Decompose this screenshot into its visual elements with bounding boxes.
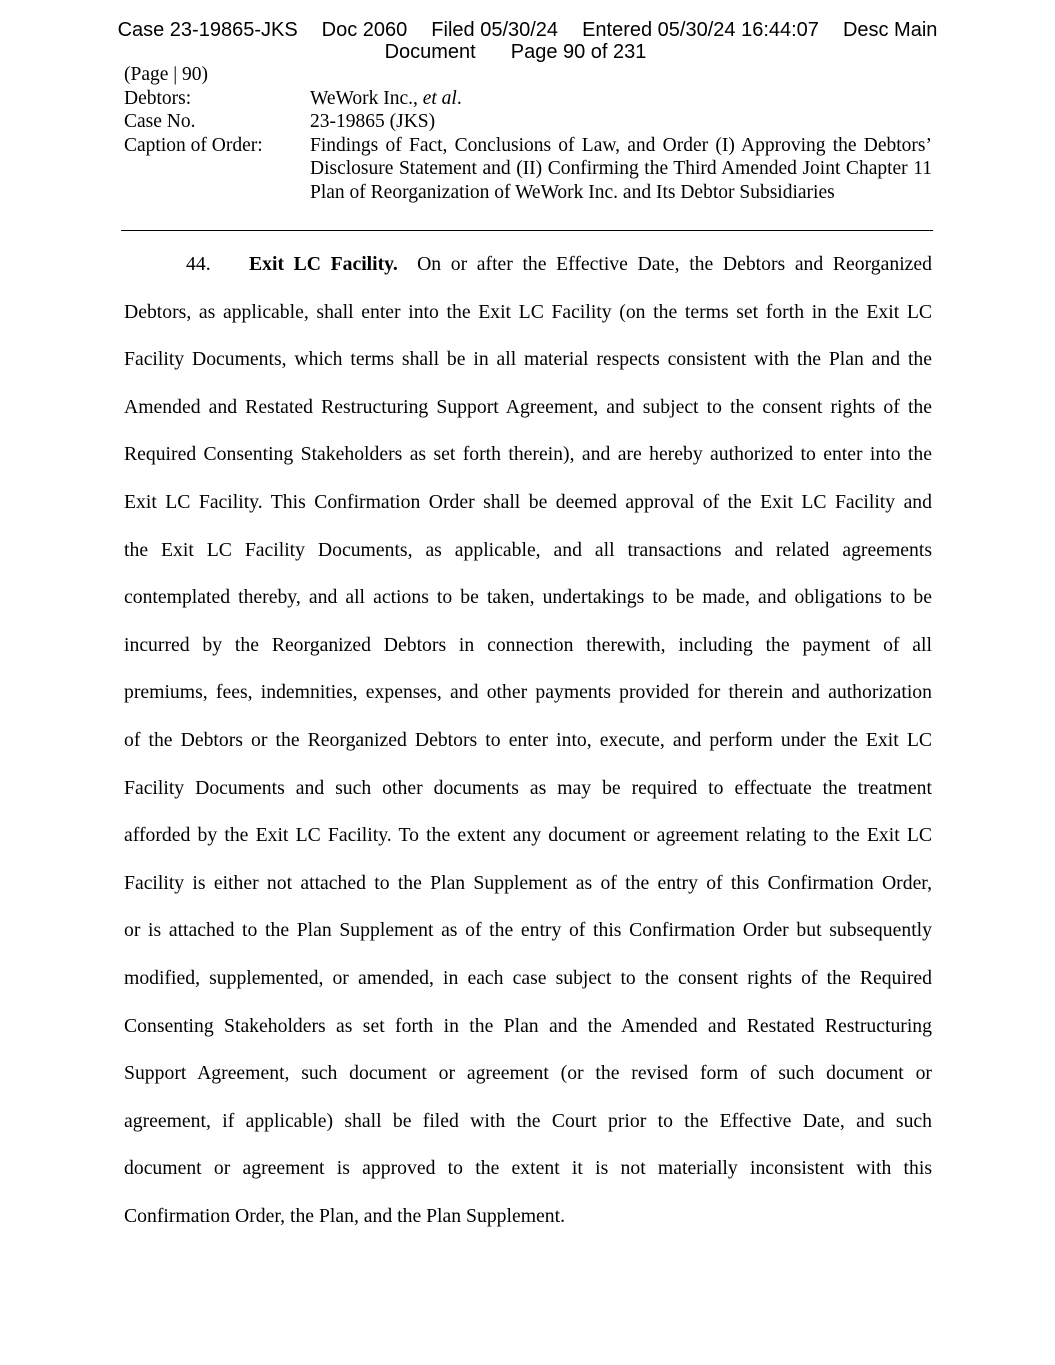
page-reference: (Page | 90) bbox=[124, 64, 209, 85]
case-number-label: Case No. bbox=[124, 111, 196, 132]
caption-divider bbox=[121, 230, 933, 231]
paragraph-line: afforded by the Exit LC Facility. To the extent any document or agreement relating to the Exit LC bbox=[124, 824, 932, 847]
court-filing-stamp bbox=[0, 19, 1055, 63]
filing-stamp-line-1 bbox=[0, 19, 1055, 41]
paragraph-line: modified, supplemented, or amended, in each case subject to the consent rights of the Required bbox=[124, 966, 932, 989]
caption-of-order-value: Findings of Fact, Conclusions of Law, and Order (I) Approving the Debtors’ Disclosure Statement and (II) Confirming the Third Amended Joint Chapter 11 Plan of Reorganization of WeWork Inc. and Its Debtor Subsidiaries bbox=[310, 134, 932, 203]
debtors-et-al: et al bbox=[422, 87, 457, 109]
desc-stamp: Desc Main bbox=[842, 19, 938, 41]
paragraph-heading: Exit LC Facility. bbox=[249, 253, 398, 275]
paragraph-line: contemplated thereby, and all actions to be taken, undertakings to be made, and obligations to be bbox=[124, 586, 932, 609]
debtors-label: Debtors: bbox=[124, 87, 192, 109]
debtors-name: WeWork Inc., bbox=[310, 87, 423, 109]
paragraph-line: Amended and Restated Restructuring Support Agreement, and subject to the consent rights of the bbox=[124, 395, 932, 418]
page-count-stamp: Page 90 of 231 bbox=[510, 41, 647, 63]
paragraph-line: incurred by the Reorganized Debtors in connection therewith, including the payment of all bbox=[124, 633, 932, 656]
case-caption bbox=[124, 63, 932, 204]
paragraph-line: premiums, fees, indemnities, expenses, and other payments provided for therein and authorization bbox=[124, 681, 932, 704]
case-number-value: 23-19865 (JKS) bbox=[310, 111, 436, 132]
debtors-row bbox=[124, 87, 932, 111]
paragraph-44 bbox=[124, 241, 932, 1240]
paragraph-line: Confirmation Order, the Plan, and the Plan Supplement. bbox=[124, 1204, 566, 1227]
paragraph-line-text: On or after the Effective Date, the Debtors and Reorganized bbox=[417, 253, 932, 275]
paragraph-line: Facility is either not attached to the Plan Supplement as of the entry of this Confirmation Order, bbox=[124, 871, 932, 894]
paragraph-line: Consenting Stakeholders as set forth in the Plan and the Amended and Restated Restructuring bbox=[124, 1014, 932, 1037]
paragraph-line: or is attached to the Plan Supplement as of the entry of this Confirmation Order but subsequently bbox=[124, 919, 932, 942]
filing-stamp-line-2 bbox=[0, 41, 1055, 63]
debtors-period: . bbox=[456, 87, 462, 109]
paragraph-line: document or agreement is approved to the extent it is not materially inconsistent with this bbox=[124, 1157, 932, 1180]
caption-of-order-row bbox=[124, 134, 932, 205]
case-number-row bbox=[124, 110, 932, 134]
paragraph-line: Facility Documents and such other documents as may be required to effectuate the treatment bbox=[124, 776, 932, 799]
filed-date-stamp: Filed 05/30/24 bbox=[431, 19, 559, 41]
doc-number-stamp: Doc 2060 bbox=[321, 19, 408, 41]
paragraph-line: agreement, if applicable) shall be filed with the Court prior to the Effective Date, and such bbox=[124, 1109, 932, 1132]
paragraph-line: Required Consenting Stakeholders as set forth therein), and are hereby authorized to enter into the bbox=[124, 443, 932, 466]
page-reference-row bbox=[124, 63, 932, 87]
debtors-value bbox=[310, 87, 932, 111]
document-stamp: Document bbox=[384, 41, 476, 63]
paragraph-line: of the Debtors or the Reorganized Debtors to enter into, execute, and perform under the Exit LC bbox=[124, 728, 932, 751]
paragraph-line: Facility Documents, which terms shall be in all material respects consistent with the Plan and the bbox=[124, 348, 932, 371]
case-number-stamp: Case 23-19865-JKS bbox=[117, 19, 298, 41]
paragraph-line: the Exit LC Facility Documents, as applicable, and all transactions and related agreements bbox=[124, 538, 932, 561]
paragraph-line: Support Agreement, such document or agreement (or the revised form of such document or bbox=[124, 1062, 932, 1085]
entered-date-stamp: Entered 05/30/24 16:44:07 bbox=[582, 19, 819, 41]
paragraph-line: Exit LC Facility. This Confirmation Order shall be deemed approval of the Exit LC Facility and bbox=[124, 490, 932, 513]
paragraph-number: 44. bbox=[186, 253, 211, 275]
caption-of-order-label: Caption of Order: bbox=[124, 134, 263, 156]
paragraph-line: Debtors, as applicable, shall enter into the Exit LC Facility (on the terms set forth in the Exit LC bbox=[124, 300, 932, 323]
paragraph-line bbox=[124, 241, 932, 289]
